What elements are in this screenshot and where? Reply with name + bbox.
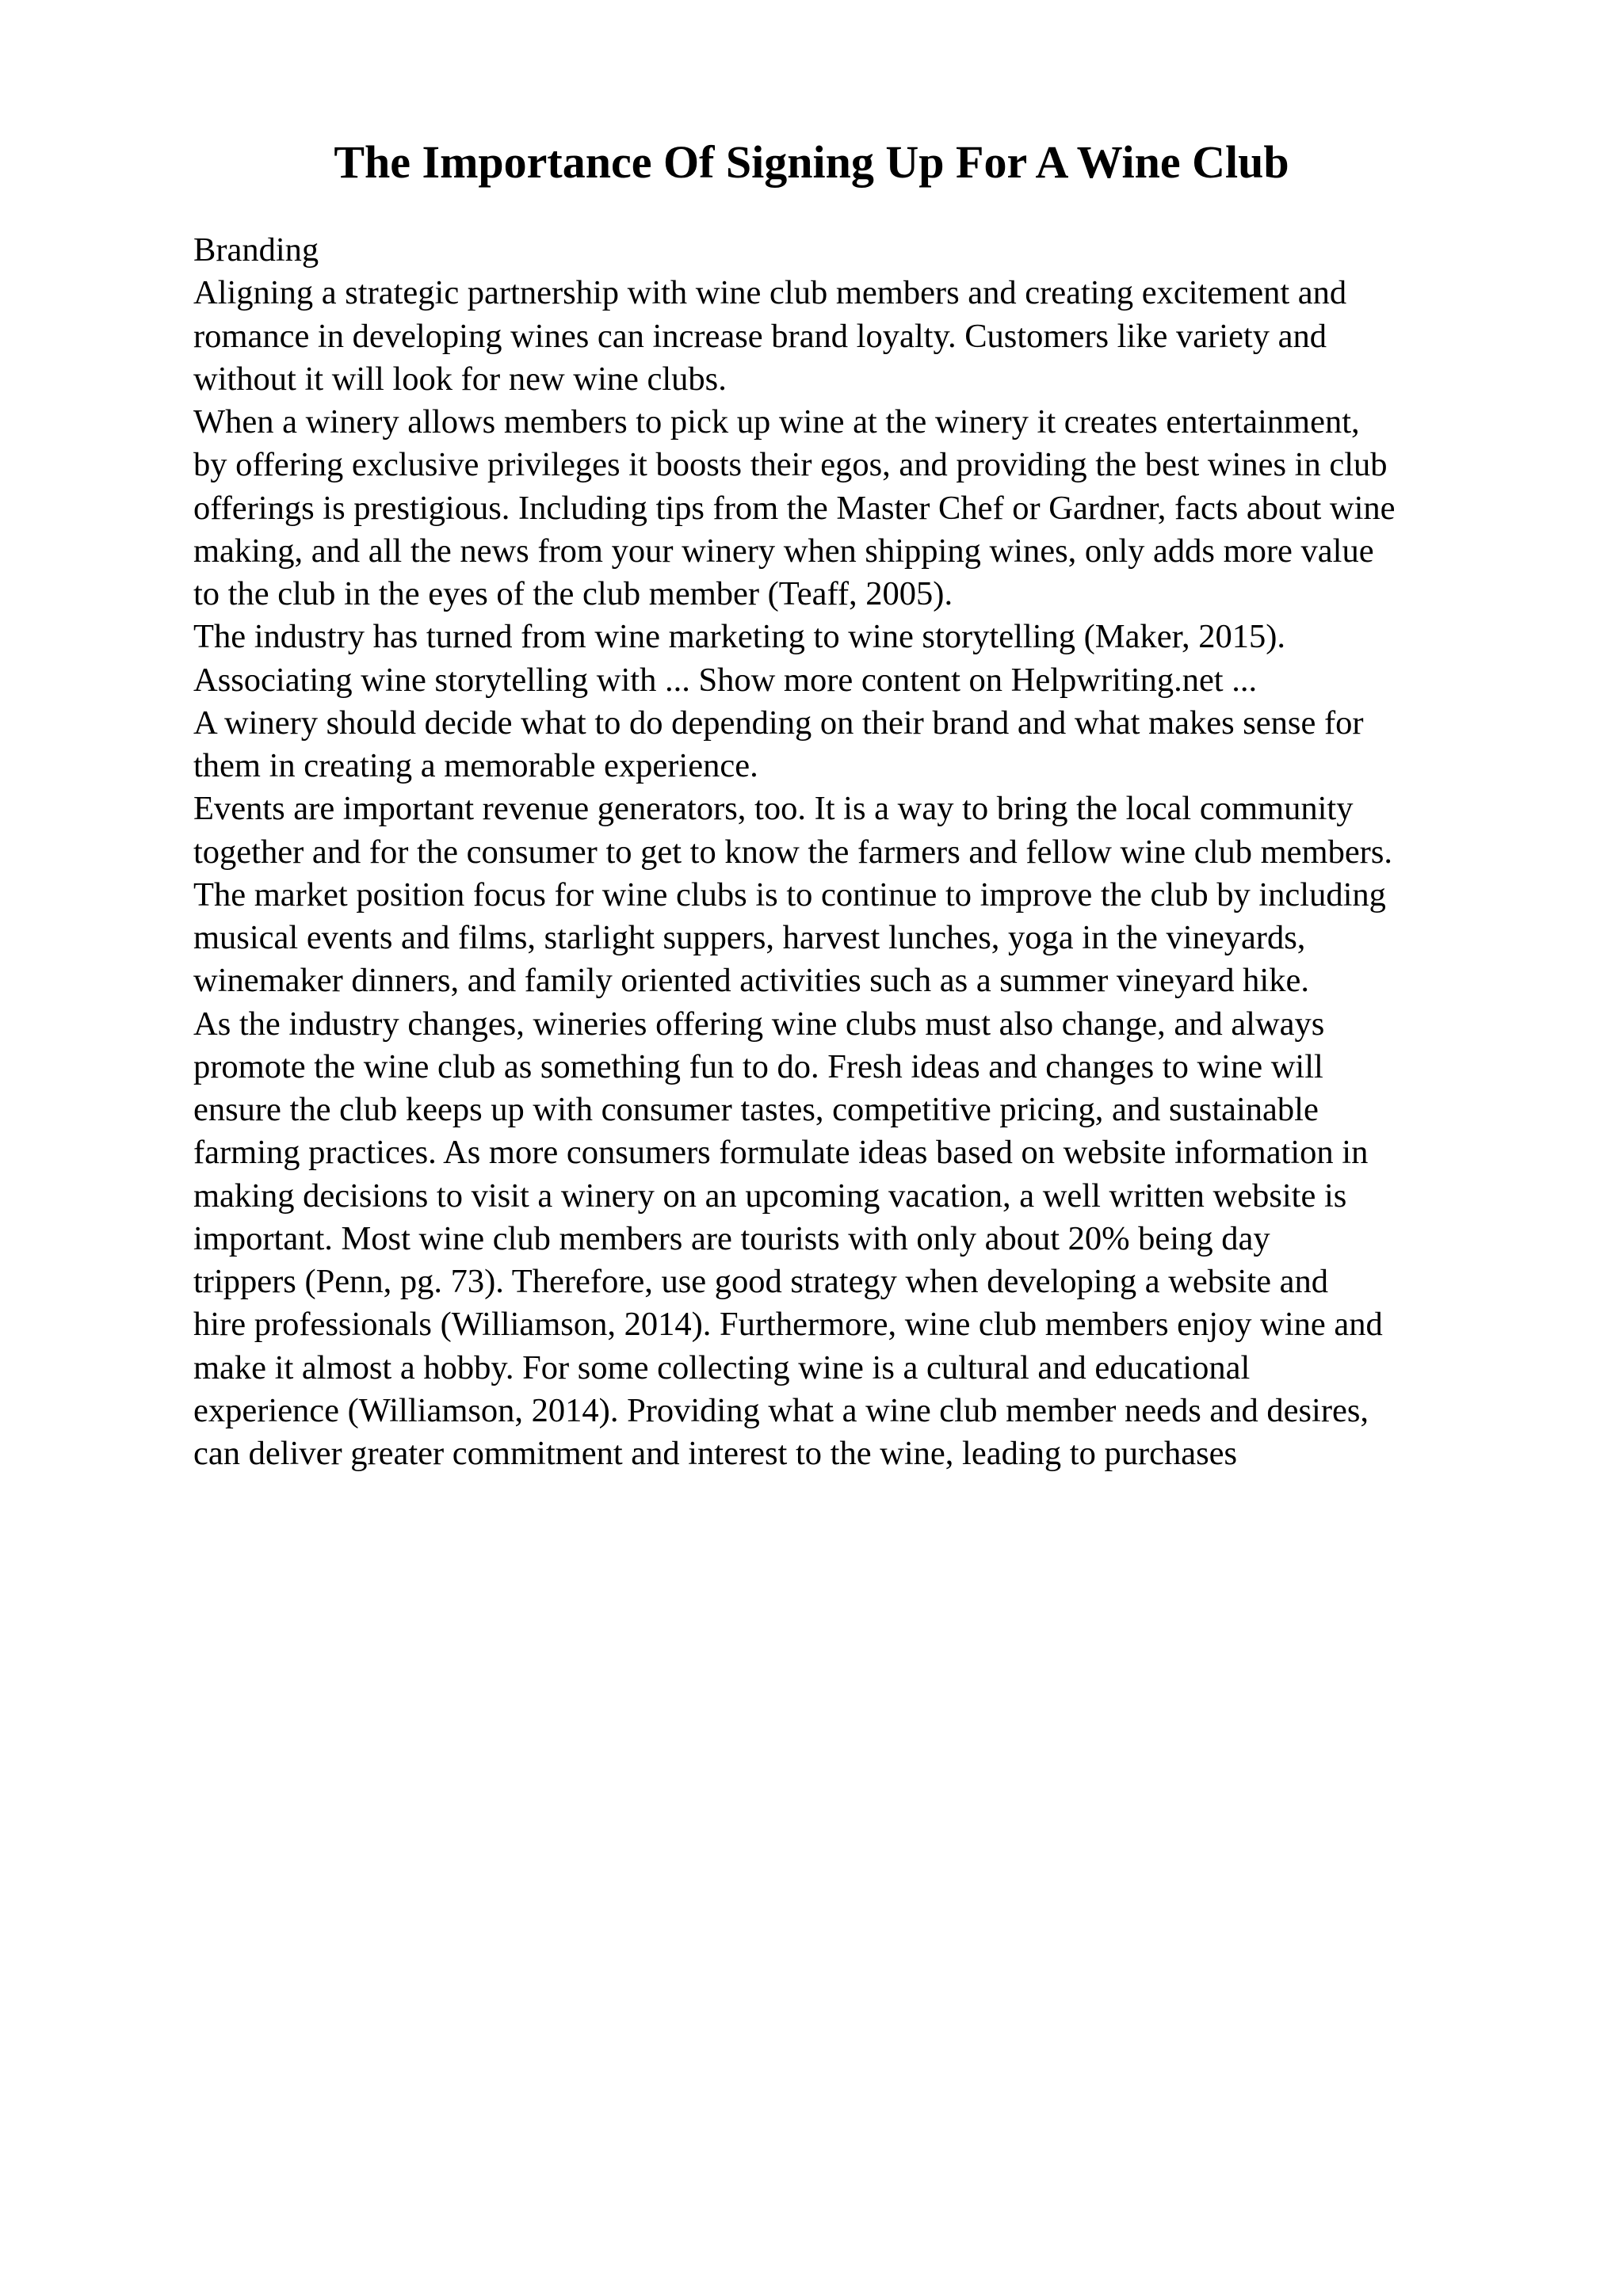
text-line: without it will look for new wine clubs. bbox=[193, 360, 727, 398]
text-line: experience (Williamson, 2014). Providing what a wine club member needs and desires, bbox=[193, 1391, 1369, 1429]
text-line: important. Most wine club members are tourists with only about 20% being day bbox=[193, 1219, 1270, 1257]
text-line: making, and all the news from your winery when shipping wines, only adds more value bbox=[193, 532, 1374, 570]
text-line: The industry has turned from wine marketing to wine storytelling (Maker, 2015). bbox=[193, 618, 1286, 656]
text-line: can deliver greater commitment and interest to the wine, leading to purchases bbox=[193, 1435, 1238, 1472]
text-line: making decisions to visit a winery on an upcoming vacation, a well written website is bbox=[193, 1177, 1347, 1215]
document-body bbox=[193, 229, 1620, 1475]
text-line: farming practices. As more consumers formulate ideas based on website information in bbox=[193, 1134, 1369, 1172]
text-line: A winery should decide what to do depending on their brand and what makes sense for bbox=[193, 704, 1364, 742]
text-line: musical events and films, starlight suppers, harvest lunches, yoga in the vineyards, bbox=[193, 919, 1306, 956]
text-line: make it almost a hobby. For some collecting wine is a cultural and educational bbox=[193, 1348, 1251, 1386]
text-line: Branding bbox=[193, 231, 319, 269]
text-line: Events are important revenue generators, too. It is a way to bring the local community bbox=[193, 790, 1354, 828]
text-line: When a winery allows members to pick up wine at the winery it creates entertainment, bbox=[193, 403, 1360, 441]
text-line: romance in developing wines can increase brand loyalty. Customers like variety and bbox=[193, 317, 1327, 355]
text-line: by offering exclusive privileges it boosts their egos, and providing the best wines in club bbox=[193, 446, 1388, 484]
document-title: The Importance Of Signing Up For A Wine Club bbox=[334, 136, 1289, 188]
text-line: ensure the club keeps up with consumer tastes, competitive pricing, and sustainable bbox=[193, 1091, 1319, 1128]
text-line: trippers (Penn, pg. 73). Therefore, use good strategy when developing a website and bbox=[193, 1263, 1329, 1300]
text-line: The market position focus for wine clubs is to continue to improve the club by including bbox=[193, 875, 1386, 913]
text-line: winemaker dinners, and family oriented activities such as a summer vineyard hike. bbox=[193, 962, 1309, 1000]
text-line: Associating wine storytelling with ... Show more content on Helpwriting.net ... bbox=[193, 661, 1258, 699]
text-line: hire professionals (Williamson, 2014). Furthermore, wine club members enjoy wine and bbox=[193, 1306, 1383, 1344]
text-line: As the industry changes, wineries offering wine clubs must also change, and always bbox=[193, 1005, 1325, 1043]
text-line: together and for the consumer to get to know the farmers and fellow wine club members. bbox=[193, 833, 1393, 871]
text-line: Aligning a strategic partnership with wine club members and creating excitement and bbox=[193, 274, 1347, 312]
text-line: offerings is prestigious. Including tips from the Master Chef or Gardner, facts about wine bbox=[193, 489, 1396, 527]
text-line: to the club in the eyes of the club member (Teaff, 2005). bbox=[193, 575, 953, 612]
text-line: promote the wine club as something fun to do. Fresh ideas and changes to wine will bbox=[193, 1047, 1323, 1085]
text-line: them in creating a memorable experience. bbox=[193, 747, 758, 784]
